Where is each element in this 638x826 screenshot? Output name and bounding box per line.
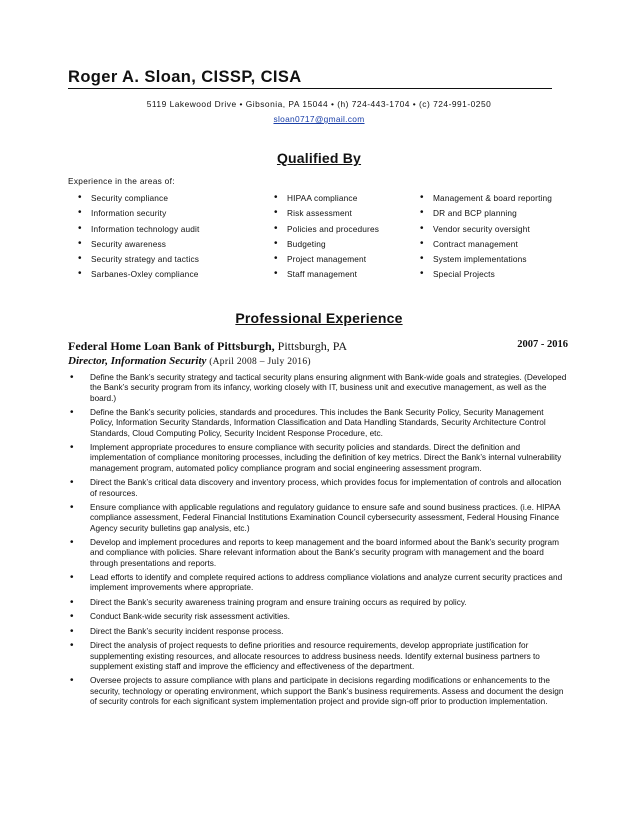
employer-name: Federal Home Loan Bank of Pittsburgh, bbox=[68, 339, 275, 353]
responsibility-item: • Define the Bank’s security policies, standards and procedures. This includes the Bank Security Policy, Security Management Policy, Information Security Standards, Information Classification and Data Handling Standards, Security Architecture Control Standards, Cloud Computing Policy, Security Incident Response Procedure, etc. bbox=[68, 408, 568, 439]
skill-item: • Risk assessment bbox=[274, 208, 379, 223]
skill-item: • Contract management bbox=[420, 239, 552, 254]
skills-column-2 bbox=[274, 193, 379, 285]
skill-item: • DR and BCP planning bbox=[420, 208, 552, 223]
skills-column-1 bbox=[78, 193, 199, 285]
responsibility-item: • Define the Bank’s security strategy and tactical security plans ensuring alignment with Bank-wide goals and strategies. (Developed the Bank’s security program from its infancy, working closely with IT, business unit and executive management, as well as the board.) bbox=[68, 373, 568, 404]
responsibility-item: • Develop and implement procedures and reports to keep management and the board informed about the Bank’s security program and compliance with policies. Share relevant information about the Bank’s security program with management and the board through presentations and reports. bbox=[68, 538, 568, 569]
responsibility-item: • Lead efforts to identify and complete required actions to address compliance violations and analyze current security practices and implement improvements where appropriate. bbox=[68, 573, 568, 594]
email-link[interactable]: sloan0717@gmail.com bbox=[273, 114, 365, 124]
responsibility-item: • Conduct Bank-wide security risk assessment activities. bbox=[68, 612, 568, 622]
employer-line bbox=[68, 339, 568, 354]
skill-item: • Special Projects bbox=[420, 269, 552, 284]
skills-column-3 bbox=[420, 193, 552, 285]
skill-item: • Management & board reporting bbox=[420, 193, 552, 208]
responsibility-item: • Implement appropriate procedures to ensure compliance with security policies and standards. Direct the definition and implementation of compliance monitoring processes, including the definition of key metrics. Direct the Bank’s internal vulnerability management program, automated policy compliance program and social engineering assessment program. bbox=[68, 443, 568, 474]
responsibility-item: • Oversee projects to assure compliance with plans and participate in decisions regarding modifications or enhancements to the security, technology or operating environment, which support the Bank’s business requirements. Assess and document the design of security controls for each significant system implementation project and provide sign-off prior to production implementation. bbox=[68, 676, 568, 707]
skill-item: • Vendor security oversight bbox=[420, 224, 552, 239]
skill-item: • Security compliance bbox=[78, 193, 199, 208]
responsibility-item: • Direct the Bank’s security incident response process. bbox=[68, 627, 568, 637]
skill-item: • Security strategy and tactics bbox=[78, 254, 199, 269]
skill-item: • Project management bbox=[274, 254, 379, 269]
responsibility-item: • Direct the analysis of project requests to define priorities and resource requirements, develop appropriate justification for supplementing existing resources, and allocate resources to address business needs. Identify external business partners to supplement existing staff and improve the efficiency and effectiveness of the department. bbox=[68, 641, 568, 672]
responsibility-item: • Direct the Bank’s critical data discovery and inventory process, which provides focus for implementation of controls and allocation of resources. bbox=[68, 478, 568, 499]
job-dates: (April 2008 – July 2016) bbox=[209, 357, 311, 367]
skill-item: • Policies and procedures bbox=[274, 224, 379, 239]
responsibility-item: • Ensure compliance with applicable regulations and regulatory guidance to ensure safe and sound business practices. (i.e. HIPAA compliance assessment, Federal Financial Institutions Examination Council cybersecurity assessment, Federal Housing Finance Agency security bulletins gap analysis, etc.) bbox=[68, 503, 568, 534]
skill-item: • Security awareness bbox=[78, 239, 199, 254]
skill-item: • Information security bbox=[78, 208, 199, 223]
resume-name: Roger A. Sloan, CISSP, CISA bbox=[68, 68, 552, 89]
contact-line: 5119 Lakewood Drive • Gibsonia, PA 15044 • (h) 724-443-1704 • (c) 724-991-0250 bbox=[146, 99, 492, 109]
skill-item: • Staff management bbox=[274, 269, 379, 284]
skill-item: • HIPAA compliance bbox=[274, 193, 379, 208]
job-title: Director, Information Security bbox=[68, 355, 207, 367]
skill-item: • Budgeting bbox=[274, 239, 379, 254]
skill-item: • Sarbanes-Oxley compliance bbox=[78, 269, 199, 284]
employer-location: Pittsburgh, PA bbox=[277, 339, 348, 353]
professional-experience-heading: Professional Experience bbox=[235, 310, 403, 326]
responsibility-item: • Direct the Bank’s security awareness training program and ensure training occurs as required by policy. bbox=[68, 598, 568, 608]
responsibilities-list bbox=[68, 373, 568, 712]
experience-intro: Experience in the areas of: bbox=[68, 176, 175, 186]
skill-item: • System implementations bbox=[420, 254, 552, 269]
job-title-line bbox=[68, 355, 311, 367]
skill-item: • Information technology audit bbox=[78, 224, 199, 239]
employment-years: 2007 - 2016 bbox=[517, 339, 568, 350]
qualified-by-heading: Qualified By bbox=[276, 150, 362, 166]
